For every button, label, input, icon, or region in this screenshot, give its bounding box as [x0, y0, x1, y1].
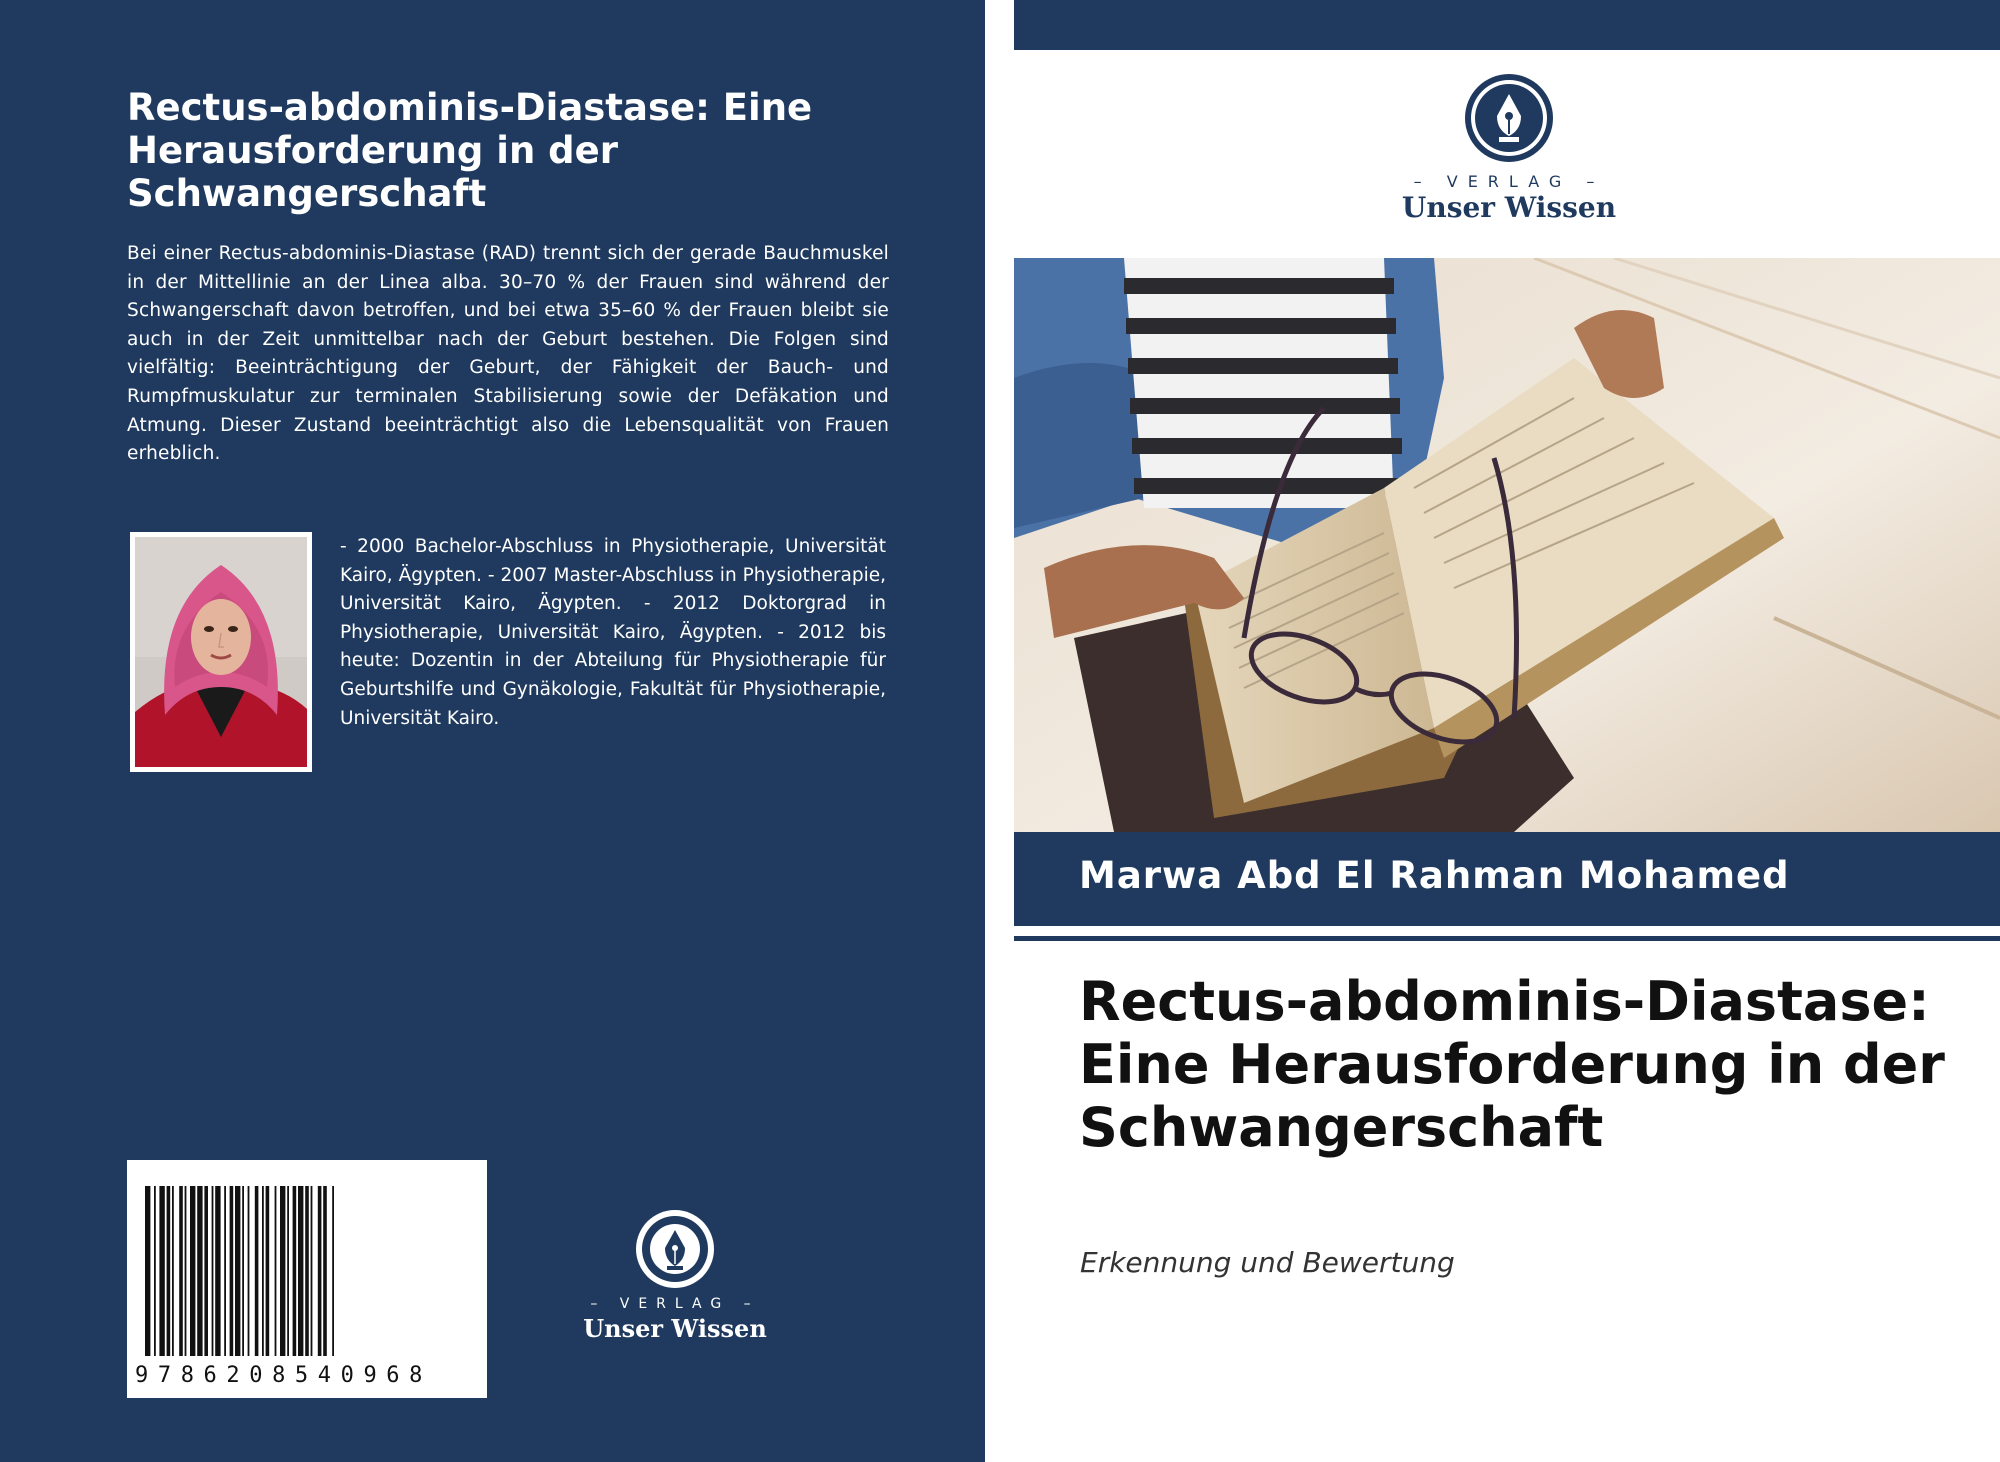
- back-publisher-logo: [580, 1208, 770, 1343]
- woman-reading-book-image: [1014, 258, 2000, 832]
- front-publisher-logo: [1359, 72, 1659, 222]
- front-author-name: Marwa Abd El Rahman Mohamed: [1079, 854, 1790, 897]
- front-cover: [1014, 0, 2000, 1462]
- front-cover-title: Rectus-abdominis-Diastase: Eine Herausforderung in der Schwangerschaft: [1079, 970, 1945, 1159]
- front-top-bar: [1014, 0, 2000, 50]
- cover-photo: [1014, 258, 2000, 832]
- back-cover: [0, 0, 985, 1462]
- author-photo: [130, 532, 312, 772]
- isbn-digits: 9786208540968: [135, 1363, 432, 1388]
- author-portrait-image: [135, 537, 307, 767]
- back-cover-blurb: Bei einer Rectus-abdominis-Diastase (RAD) trennt sich der gerade Bauchmuskel in der Mittellinie an der Linea alba. 30–70 % der Frauen sind während der Schwangerschaft davon betroffen, und bei etwa 35–60 % der Frauen bleibt sie auch in der Zeit unmittelbar nach der Geburt bestehen. Die Folgen sind vielfältig: Beeinträchtigung der Geburt, der Fähigkeit der Bauch- und Rumpfmuskulatur zur terminalen Stabilisierung sowie der Defäkation und Atmung. Dieser Zustand beeinträchtigt also die Lebensqualität von Frauen erheblich.: [127, 243, 889, 465]
- isbn-barcode: [127, 1160, 487, 1398]
- front-cover-subtitle: Erkennung und Bewertung: [1080, 1246, 1455, 1279]
- back-cover-title: Rectus-abdominis-Diastase: Eine Herausforderung in der Schwangerschaft: [127, 86, 813, 215]
- fountain-pen-nib-icon: [634, 1208, 716, 1290]
- author-band: [1014, 832, 2000, 926]
- author-bio: - 2000 Bachelor-Abschluss in Physiotherapie, Universität Kairo, Ägypten. - 2007 Master-Abschluss in Physiotherapie, Universität Kairo, Ägypten. - 2012 Doktorgrad in Physiotherapie, Universität Kairo, Ägypten. - 2012 bis heute: Dozentin in der Abteilung für Physiotherapie für Geburtshilfe und Gynäkologie, Fakultät für Physiotherapie, Universität Kairo.: [340, 536, 886, 729]
- front-publisher-brand: Unser Wissen: [1401, 191, 1617, 224]
- back-publisher-brand: Unser Wissen: [583, 1314, 767, 1343]
- barcode-bars: [145, 1186, 469, 1356]
- divider-line: [1014, 936, 2000, 941]
- back-publisher-verlag: – VERLAG –: [590, 1296, 760, 1312]
- fountain-pen-nib-icon: [1463, 72, 1555, 164]
- front-publisher-verlag: – VERLAG –: [1413, 172, 1605, 191]
